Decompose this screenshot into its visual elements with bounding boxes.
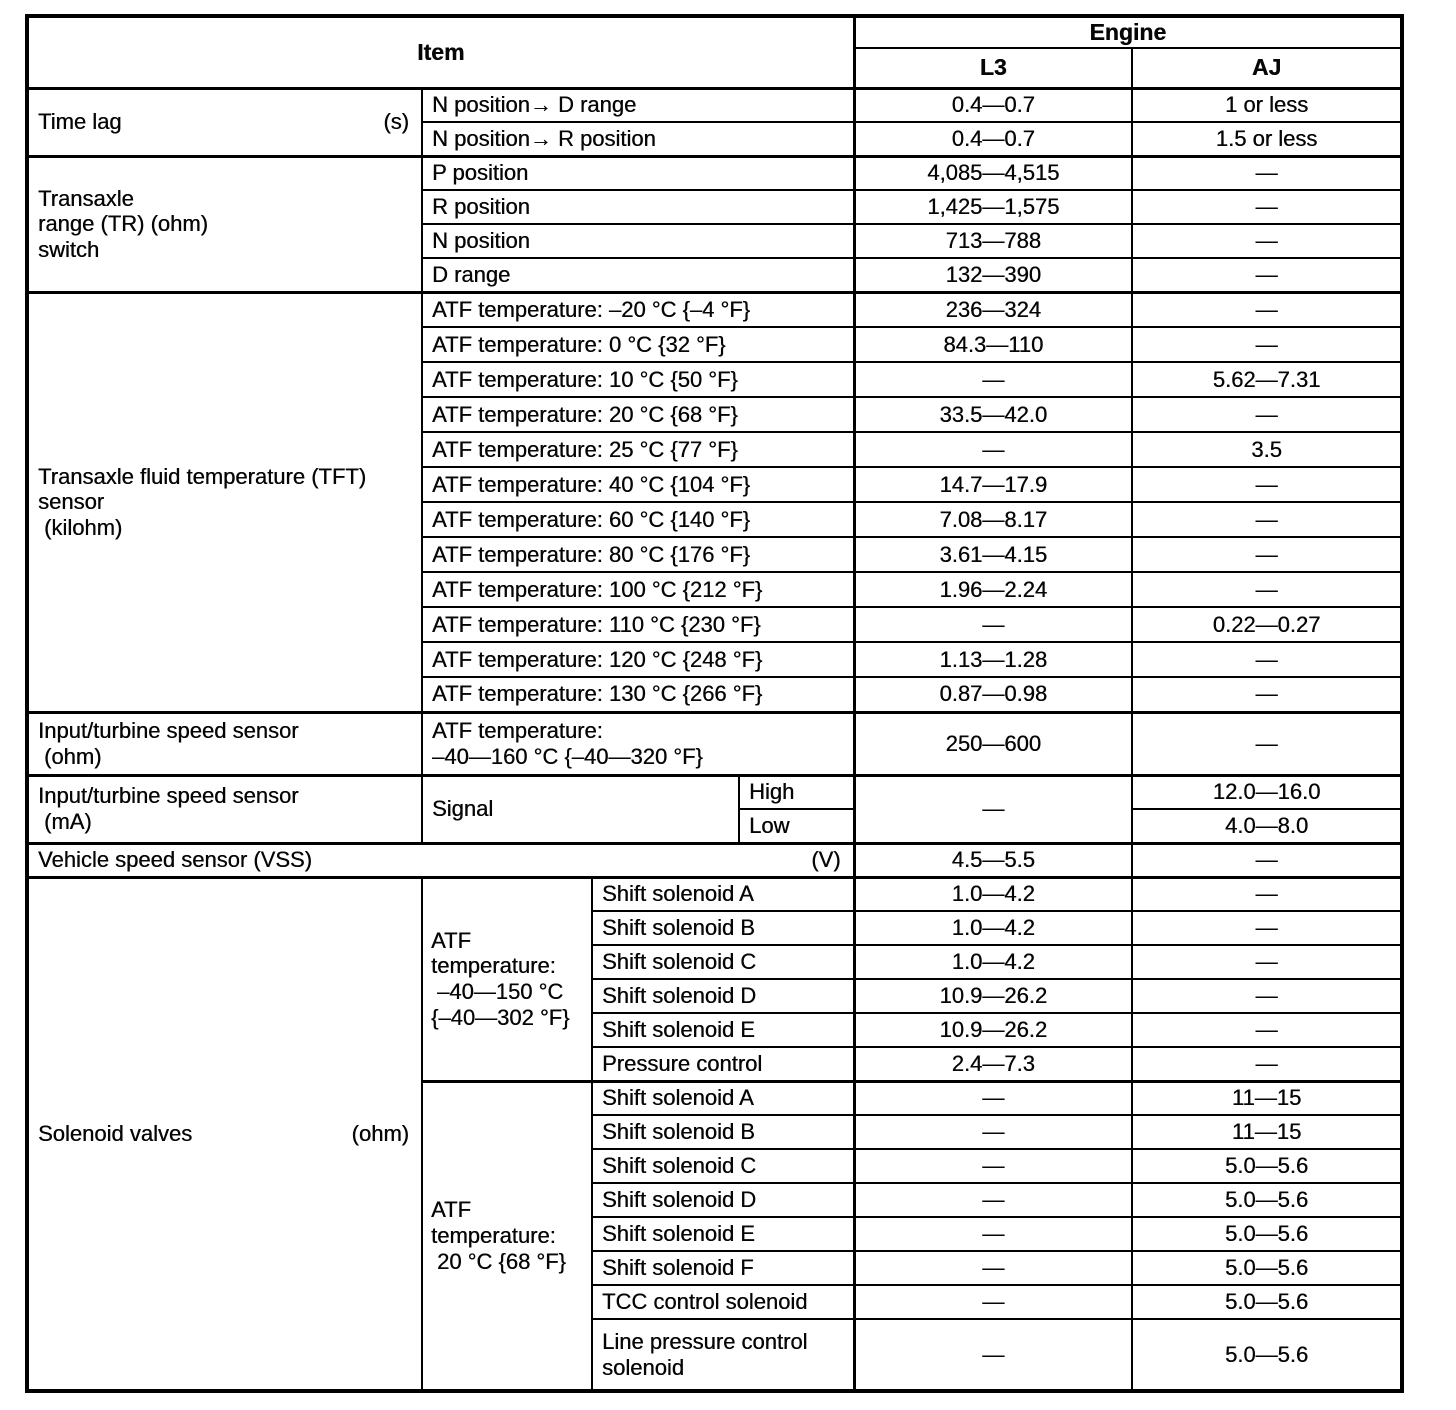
value-l3: — [854,1285,1132,1319]
value-l3: 4,085—4,515 [854,156,1132,190]
item-input-speed-ma-label: Input/turbine speed sensor [38,783,299,809]
value-l3: 1.0—4.2 [854,945,1132,979]
sub-item-label [422,712,854,775]
value-aj: 5.62—7.31 [1132,362,1402,397]
sub-item-label: ATF temperature: 25 °C {77 °F} [422,432,854,467]
value-aj: 5.0—5.6 [1132,1149,1402,1183]
value-aj: 0.22—0.27 [1132,607,1402,642]
value-aj: — [1132,190,1402,224]
item-tft-line2: sensor [38,489,105,515]
value-l3: 0.87—0.98 [854,677,1132,712]
value-aj: — [1132,843,1402,877]
solenoid-name: TCC control solenoid [592,1285,854,1319]
value-aj: 5.0—5.6 [1132,1217,1402,1251]
value-l3: — [854,1183,1132,1217]
solenoid-name: Shift solenoid D [592,1183,854,1217]
transaxle-spec-table [25,14,1404,1393]
solenoid-name: Shift solenoid A [592,1081,854,1115]
value-l3: — [854,1217,1132,1251]
value-aj: — [1132,642,1402,677]
sub-item-label: ATF temperature: 120 °C {248 °F} [422,642,854,677]
solenoid-name: Shift solenoid D [592,979,854,1013]
value-l3: 0.4—0.7 [854,88,1132,122]
condition-line4: {–40—302 °F} [431,1004,570,1030]
value-aj: — [1132,502,1402,537]
value-l3: 3.61—4.15 [854,537,1132,572]
value-l3: 250—600 [854,712,1132,775]
item-time-lag-unit: (s) [383,109,409,135]
value-l3: 1.96—2.24 [854,572,1132,607]
header-engine: Engine [854,16,1402,48]
sub-item-label: ATF temperature: 100 °C {212 °F} [422,572,854,607]
value-aj: — [1132,292,1402,327]
value-aj: 11—15 [1132,1081,1402,1115]
header-engine-aj: AJ [1132,48,1402,88]
sub-item-label: D range [422,258,854,292]
atf-range-line1: ATF temperature: [432,717,603,743]
value-l3: — [854,1115,1132,1149]
value-aj: — [1132,911,1402,945]
value-l3: 0.4—0.7 [854,122,1132,156]
value-aj: — [1132,712,1402,775]
item-time-lag-label: Time lag [38,109,122,135]
condition-line2: temperature: [431,1222,556,1248]
value-l3: 4.5—5.5 [854,843,1132,877]
solenoid-name: Line pressure control solenoid [592,1319,854,1391]
sub-item-label: ATF temperature: 0 °C {32 °F} [422,327,854,362]
value-l3: 14.7—17.9 [854,467,1132,502]
value-l3: — [854,362,1132,397]
item-input-speed-ma-unit: (mA) [44,809,92,834]
value-l3: 2.4—7.3 [854,1047,1132,1081]
value-l3: 132—390 [854,258,1132,292]
condition-line3: –40—150 °C [437,979,564,1004]
sub-item-label: R position [422,190,854,224]
item-solenoid-valves-label: Solenoid valves [38,1120,193,1146]
value-aj: 1 or less [1132,88,1402,122]
item-tr-switch-line1: Transaxle [38,185,134,211]
item-time-lag [27,88,422,156]
value-l3: — [854,607,1132,642]
solenoid-name: Shift solenoid E [592,1217,854,1251]
item-input-speed-ohm-label: Input/turbine speed sensor [38,717,299,743]
sub-item-label: ATF temperature: 60 °C {140 °F} [422,502,854,537]
condition-atf-range [422,877,592,1081]
item-input-speed-ohm [27,712,422,775]
value-l3: 84.3—110 [854,327,1132,362]
value-aj: — [1132,467,1402,502]
value-l3: 1.0—4.2 [854,877,1132,911]
sub-item-label: N position→ D range [422,88,854,122]
condition-line2: temperature: [431,953,556,979]
value-aj: — [1132,877,1402,911]
item-vss-unit: (V) [811,847,841,873]
item-vss-label: Vehicle speed sensor (VSS) [38,847,312,873]
item-vss [27,843,854,877]
value-l3: — [854,1081,1132,1115]
solenoid-name: Pressure control [592,1047,854,1081]
sub-item-label: ATF temperature: 40 °C {104 °F} [422,467,854,502]
value-aj: 5.0—5.6 [1132,1251,1402,1285]
item-tr-switch [27,156,422,292]
value-l3: 10.9—26.2 [854,979,1132,1013]
value-aj: 12.0—16.0 [1132,775,1402,809]
item-tft-line1: Transaxle fluid temperature (TFT) [38,463,367,489]
sub-item-label: N position→ R position [422,122,854,156]
condition-line1: ATF [431,1197,471,1223]
signal-high-label: High [739,775,854,809]
value-aj: — [1132,945,1402,979]
value-aj: 5.0—5.6 [1132,1319,1402,1391]
value-l3: — [854,1251,1132,1285]
value-aj: — [1132,397,1402,432]
value-aj: — [1132,979,1402,1013]
value-l3: 713—788 [854,224,1132,258]
sub-item-label: P position [422,156,854,190]
sub-item-label: N position [422,224,854,258]
item-tr-switch-line3: switch [38,236,100,262]
item-tr-switch-line2 [38,211,409,237]
atf-range-line2: –40—160 °C {–40—320 °F} [432,743,703,769]
sub-item-label: ATF temperature: 10 °C {50 °F} [422,362,854,397]
item-solenoid-valves [27,877,422,1391]
value-l3: 33.5—42.0 [854,397,1132,432]
solenoid-name: Shift solenoid F [592,1251,854,1285]
sub-item-label: ATF temperature: 20 °C {68 °F} [422,397,854,432]
condition-atf-20c [422,1081,592,1391]
header-item: Item [27,16,854,88]
item-tr-switch-label: range (TR) [38,211,145,237]
solenoid-name: Shift solenoid C [592,1149,854,1183]
value-l3: 10.9—26.2 [854,1013,1132,1047]
value-l3: 7.08—8.17 [854,502,1132,537]
value-aj: 4.0—8.0 [1132,809,1402,843]
solenoid-name: Shift solenoid B [592,911,854,945]
signal-low-label: Low [739,809,854,843]
value-aj: 5.0—5.6 [1132,1285,1402,1319]
value-l3: — [854,1149,1132,1183]
signal-label: Signal [422,775,739,843]
solenoid-name: Shift solenoid A [592,877,854,911]
value-l3: — [854,432,1132,467]
sub-item-label: ATF temperature: 130 °C {266 °F} [422,677,854,712]
value-aj: — [1132,224,1402,258]
value-l3: 1.0—4.2 [854,911,1132,945]
value-aj: — [1132,572,1402,607]
solenoid-name: Shift solenoid B [592,1115,854,1149]
condition-line3: 20 °C {68 °F} [437,1248,566,1274]
value-aj: — [1132,1013,1402,1047]
condition-line1: ATF [431,927,471,953]
item-input-speed-ma [27,775,422,843]
value-aj: 1.5 or less [1132,122,1402,156]
item-tft-sensor [27,292,422,712]
value-aj: — [1132,537,1402,572]
value-aj: — [1132,327,1402,362]
value-aj: 3.5 [1132,432,1402,467]
item-tft-unit: (kilohm) [44,514,123,540]
value-aj: — [1132,677,1402,712]
value-l3: — [854,775,1132,843]
sub-item-label: ATF temperature: 110 °C {230 °F} [422,607,854,642]
value-aj: — [1132,1047,1402,1081]
item-solenoid-valves-unit: (ohm) [351,1120,409,1146]
sub-item-label: ATF temperature: –20 °C {–4 °F} [422,292,854,327]
value-aj: 11—15 [1132,1115,1402,1149]
value-l3: 1,425—1,575 [854,190,1132,224]
item-input-speed-ohm-unit: (ohm) [44,743,102,769]
item-tr-switch-unit: (ohm) [150,211,208,237]
header-engine-l3: L3 [854,48,1132,88]
value-aj: — [1132,258,1402,292]
value-aj: 5.0—5.6 [1132,1183,1402,1217]
value-aj: — [1132,156,1402,190]
solenoid-name: Shift solenoid E [592,1013,854,1047]
solenoid-name: Shift solenoid C [592,945,854,979]
sub-item-label: ATF temperature: 80 °C {176 °F} [422,537,854,572]
value-l3: 1.13—1.28 [854,642,1132,677]
value-l3: 236—324 [854,292,1132,327]
value-l3: — [854,1319,1132,1391]
